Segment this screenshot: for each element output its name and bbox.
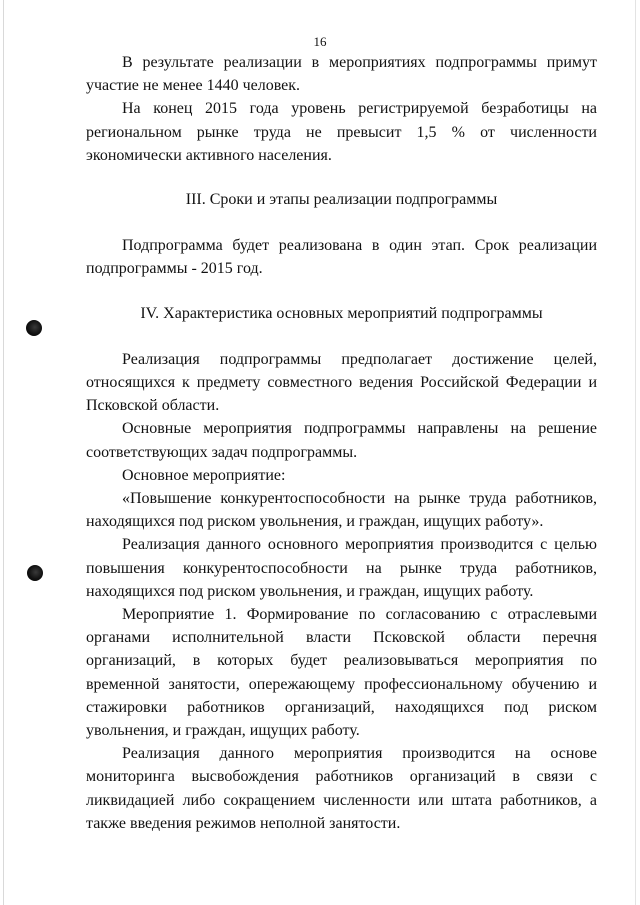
paragraph-timeline: Подпрограмма будет реализована в один этап. Срок реализации подпрограммы - 2015 год. [86, 237, 597, 278]
paragraph-measure-1-implementation: Реализация данного мероприятия производится на основе мониторинга высвобождения работников организаций в связи с ликвидацией либо сокращением численности или штата работников, а также введения режимов неполной занятости. [86, 745, 597, 832]
document-body [86, 51, 597, 835]
scan-edge-right [635, 0, 636, 905]
punch-hole-mark [27, 565, 43, 581]
paragraph-main-measure-title: «Повышение конкурентоспособности на рынке труда работников, находящихся под риском увольнения, и граждан, ищущих работу». [86, 490, 597, 531]
section-heading-iii: III. Сроки и этапы реализации подпрограммы [185, 191, 498, 209]
paragraph-goals: Реализация подпрограммы предполагает достижение целей, относящихся к предмету совместного ведения Российской Федерации и Псковской области. [86, 350, 597, 415]
scan-edge-left [3, 0, 4, 905]
paragraph-measure-1: Мероприятие 1. Формирование по согласованию с отраслевыми органами исполнительной власти Псковской области перечня организаций, в которых будет реализовываться мероприятия по временной занятости, опережающему профессиональному обучению и стажировки работников организаций, находящихся под риском увольнения, и граждан, ищущих работу. [86, 606, 597, 740]
section-heading-iv: IV. Характеристика основных мероприятий подпрограммы [140, 304, 543, 322]
page-number: 16 [313, 34, 327, 49]
paragraph-main-measure-implementation: Реализация данного основного мероприятия производится с целью повышения конкурентоспособности на рынке труда работников, находящихся под риском увольнения, и граждан, ищущих работу. [86, 536, 597, 600]
paragraph-main-measure-label: Основное мероприятие: [122, 466, 286, 484]
paragraph-main-measures: Основные мероприятия подпрограммы направлены на решение соответствующих задач подпрограммы. [86, 420, 597, 461]
punch-hole-mark [26, 320, 42, 336]
paragraph-unemployment: На конец 2015 года уровень регистрируемой безработицы на региональном рынке труда не превысит 1,5 % от численности экономически активного населения. [86, 100, 597, 164]
paragraph-participants: В результате реализации в мероприятиях подпрограммы примут участие не менее 1440 человек. [86, 54, 597, 95]
